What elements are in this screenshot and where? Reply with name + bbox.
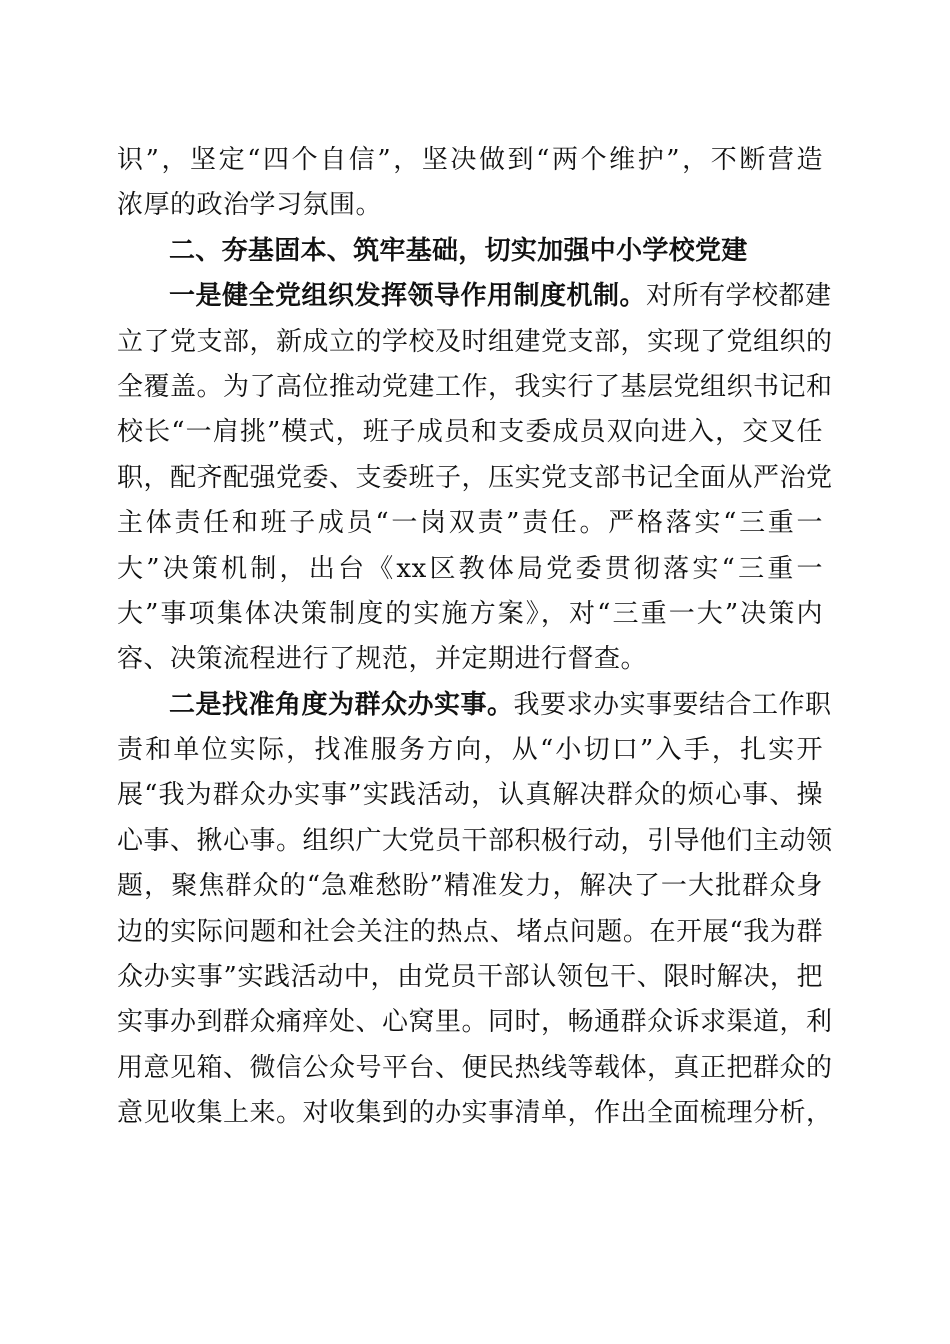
paragraph-lead: 一是健全党组织发挥领导作用制度机制。 — [169, 281, 647, 312]
text-line: 全覆盖。为了高位推动党建工作，我实行了基层党组织书记和 — [117, 371, 833, 402]
text-line: 用意见箱、微信公众号平台、便民热线等载体，真正把群众的 — [117, 1052, 833, 1083]
text-line: 主体责任和班子成员“一岗双责”责任。严格落实“三重一 — [117, 508, 823, 539]
paragraph-first-line — [117, 274, 832, 319]
paragraph-lead: 二是找准角度为群众办实事。 — [169, 689, 514, 720]
text-line: 大”事项集体决策制度的实施方案》，对“三重一大”决策内 — [117, 598, 823, 629]
text-line: 边的实际问题和社会关注的热点、堵点问题。在开展“我为群 — [117, 916, 823, 947]
text-line: 题，聚焦群众的“急难愁盼”精准发力，解决了一大批群众身 — [117, 871, 823, 902]
text-line: 意见收集上来。对收集到的办实事清单，作出全面梳理分析， — [117, 1098, 833, 1129]
text-span: 对所有学校都建 — [646, 281, 832, 312]
text-line: 心事、揪心事。组织广大党员干部积极行动，引导他们主动领 — [117, 825, 833, 856]
text-line: 责和单位实际，找准服务方向，从“小切口”入手，扎实开 — [117, 735, 823, 766]
text-line: 大”决策机制，出台《xx区教体局党委贯彻落实“三重一 — [117, 553, 823, 584]
text-span: 我要求办实事要结合工作职 — [513, 689, 832, 720]
text-line: 校长“一肩挑”模式，班子成员和支委成员双向进入，交叉任 — [117, 417, 823, 448]
text-line: 立了党支部，新成立的学校及时组建党支部，实现了党组织的 — [117, 326, 833, 357]
text-line: 识”，坚定“四个自信”，坚决做到“两个维护”，不断营造 — [117, 145, 823, 175]
text-line: 众办实事”实践活动中，由党员干部认领包干、限时解决，把 — [117, 962, 823, 993]
text-line: 实事办到群众痛痒处、心窝里。同时，畅通群众诉求渠道，利 — [117, 1007, 833, 1038]
document-page — [117, 138, 833, 1137]
section-heading: 二、夯基固本、筑牢基础，切实加强中小学校党建 — [169, 235, 748, 266]
paragraph-first-line — [117, 683, 832, 728]
text-line: 浓厚的政治学习氛围。 — [117, 190, 383, 221]
text-line: 职，配齐配强党委、支委班子，压实党支部书记全面从严治党 — [117, 462, 833, 493]
text-line: 展“我为群众办实事”实践活动，认真解决群众的烦心事、操 — [117, 780, 823, 811]
text-line: 容、决策流程进行了规范，并定期进行督查。 — [117, 644, 648, 675]
